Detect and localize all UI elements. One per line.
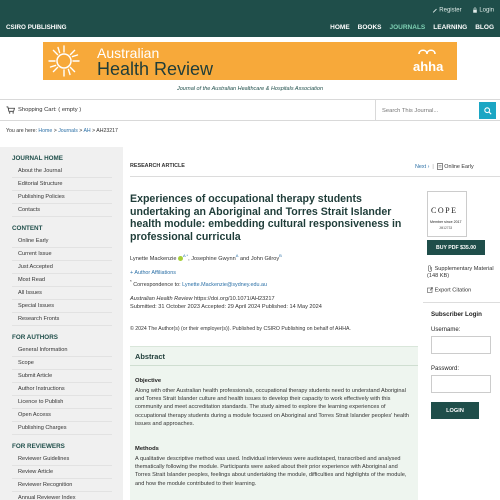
article-nav: Next › | Online Early [415,163,474,170]
sidebar-item-research-fronts[interactable]: Research Fronts [12,313,112,326]
breadcrumb-separator: > [90,128,97,134]
sidebar-section-for-authors [12,334,123,435]
breadcrumb-current: AH23217 [96,128,118,134]
sidebar-item-open-access[interactable]: Open Access [12,409,112,422]
shopping-cart-link[interactable] [6,106,81,114]
sidebar-section-for-reviewers [12,443,123,500]
sidebar-heading[interactable]: JOURNAL HOME [12,155,63,162]
abstract-panel [130,346,418,500]
breadcrumb-separator: > [77,128,84,134]
cope-logo-text: COPE [431,206,458,215]
sidebar-item-reviewer-guidelines[interactable]: Reviewer Guidelines [12,453,112,466]
sidebar-item-reviewer-recognition[interactable]: Reviewer Recognition [12,479,112,492]
author-name[interactable]: , Josephine Gwynn [188,255,236,262]
cart-icon [6,106,15,114]
sidebar-item-current-issue[interactable]: Current Issue [12,248,112,261]
sidebar-item-most-read[interactable]: Most Read [12,274,112,287]
sidebar-item-about[interactable]: About the Journal [12,165,112,178]
journal-banner-area [0,37,500,99]
citation-journal: Australian Health Review [130,296,193,302]
chevron-right-icon: › [427,163,430,170]
methods-text: A qualitative descriptive method was used. Individual interviews were audiotaped, transcribed and analysed thematically following the module. Participants were asked about their prior experience with Aboriginal and Torres Strait Islander peoples, feelings about undertaking the module, difficulties and highlights of the module, and how the module contributed to their learning. [135,456,407,487]
online-early-label: Online Early [444,163,474,170]
breadcrumb-home[interactable]: Home [38,128,53,134]
register-label: Register [439,7,462,14]
breadcrumb-journals[interactable]: Journals [58,128,78,134]
username-field[interactable] [431,336,491,354]
nav-journals[interactable]: JOURNALS [389,24,426,31]
divider [130,365,418,366]
sidebar-heading[interactable]: FOR REVIEWERS [12,443,65,450]
divider [130,176,500,177]
sidebar-item-just-accepted[interactable]: Just Accepted [12,261,112,274]
export-label: Export Citation [434,287,472,294]
supplementary-material-link[interactable] [427,265,494,280]
cope-member-text: Member since 2017 [430,220,462,224]
correspondence-email[interactable]: Lynette.Mackenzie@sydney.edu.au [182,281,268,288]
sidebar-item-contacts[interactable]: Contacts [12,204,112,217]
brand-name[interactable]: CSIRO PUBLISHING [6,24,67,31]
sidebar-heading[interactable]: CONTENT [12,225,43,232]
sidebar-item-special-issues[interactable]: Special Issues [12,300,112,313]
copyright: © 2024 The Author(s) (or their employer(s)). Published by CSIRO Publishing on behalf of AHHA. [130,326,351,332]
register-link[interactable] [432,7,462,14]
breadcrumb-ah[interactable]: AH [83,128,91,134]
password-field[interactable] [431,375,491,393]
next-label: Next [415,163,427,170]
journal-search [375,100,477,121]
sidebar-item-general-information[interactable]: General Information [12,344,112,357]
login-label: Login [479,7,494,14]
sidebar-heading[interactable]: FOR AUTHORS [12,334,58,341]
document-icon [437,163,443,170]
citation [130,296,322,311]
breadcrumb-separator: > [52,128,59,134]
journal-subtitle: Journal of the Australian Healthcare & Hospitals Association [176,86,324,92]
login-button[interactable]: LOGIN [431,402,479,419]
banner-line1: Australian [97,45,160,61]
sidebar-item-publishing-policies[interactable]: Publishing Policies [12,191,112,204]
divider [423,302,500,303]
sidebar-section-content [12,225,123,326]
sidebar-item-submit-article[interactable]: Submit Article [12,370,112,383]
nav-blog[interactable]: BLOG [475,24,494,31]
nav-books[interactable]: BOOKS [357,24,382,31]
author-list: Lynette Mackenzie $^{A *}$, Josephine Gwynn$^A$ and John Gilroy$^B$ [130,253,282,262]
sidebar-section-journal-home [12,155,123,217]
breadcrumb [6,128,118,134]
buy-pdf-button[interactable]: BUY PDF $35.00 [427,240,485,255]
sidebar-item-online-early[interactable]: Online Early [12,235,112,248]
methods-heading: Methods [135,446,159,452]
article-title: Experiences of occupational therapy students undertaking an Aboriginal and Torres Strait Islander health module: embedding cultural responsiveness in professional curricula [130,193,402,243]
correspondence-label: Correspondence to: [133,281,181,288]
supplementary-label: Supplementary Material [434,265,494,272]
citation-doi[interactable]: https://doi.org/10.1071/AH23217 [194,296,275,302]
cope-member-number: JM12733 [439,226,453,230]
objective-heading: Objective [135,378,162,384]
sidebar-item-editorial-structure[interactable]: Editorial Structure [12,178,112,191]
search-button[interactable] [479,102,496,119]
paperclip-icon [427,265,433,272]
search-icon [484,107,492,115]
correspondence-marker: * [130,279,132,284]
sidebar-item-review-article[interactable]: Review Article [12,466,112,479]
pencil-icon [432,7,438,13]
lock-icon [472,7,478,13]
password-label: Password: [431,366,460,372]
username-label: Username: [431,327,461,333]
next-link[interactable] [415,164,429,170]
nav-learning[interactable]: LEARNING [433,24,468,31]
sidebar-item-all-issues[interactable]: All Issues [12,287,112,300]
sidebar-item-scope[interactable]: Scope [12,357,112,370]
supplementary-size: (148 KB) [427,272,450,279]
cart-label: Shopping Cart: ( empty ) [18,107,82,113]
main-nav [330,24,494,31]
author-name[interactable]: and John Gilroy [239,255,280,262]
online-early-link[interactable] [437,164,474,170]
correspondence [130,279,267,288]
export-icon [427,287,433,293]
banner-line2: Health Review [97,59,214,79]
search-input[interactable] [382,104,472,117]
cart-search-bar [0,99,500,121]
sidebar-item-author-instructions[interactable]: Author Instructions [12,383,112,396]
export-citation-link[interactable] [427,287,471,293]
abstract-heading: Abstract [135,352,165,361]
login-link[interactable] [472,7,494,14]
objective-text: Along with other Australian health professionals, occupational therapy students need to understand Aboriginal and Torres Strait Islander culture and health issues to develop their capacity to work effectively with this community and meet accreditation standards. The study aimed to explore the learning experiences of occupational therapy students during a module focused on Aboriginal and Torres Strait Islander peoples' health issues and approaches. [135,388,409,427]
article-type: RESEARCH ARTICLE [130,163,185,169]
cope-badge[interactable] [427,191,467,237]
journal-banner[interactable] [43,42,457,80]
sidebar-item-licence-to-publish[interactable]: Licence to Publish [12,396,112,409]
sidebar-item-annual-reviewer-index[interactable]: Annual Reviewer Index [12,492,112,500]
subscriber-login-heading: Subscriber Login [431,311,482,318]
nav-home[interactable]: HOME [330,24,350,31]
ahha-logo-text: ahha [413,59,444,74]
sidebar-item-publishing-charges[interactable]: Publishing Charges [12,422,112,435]
author-affiliations-toggle[interactable]: + Author Affiliations [130,270,176,276]
ahha-logo-icon [411,48,445,76]
author-name[interactable]: Lynette Mackenzie [130,255,177,262]
sidebar [0,147,123,500]
journal-logo-icon [47,44,81,78]
utility-links [432,7,494,14]
top-bar [0,0,500,37]
breadcrumb-prefix: You are here: [6,128,37,134]
article-dates: Submitted: 31 October 2023 Accepted: 29 April 2024 Published: 14 May 2024 [130,303,322,310]
